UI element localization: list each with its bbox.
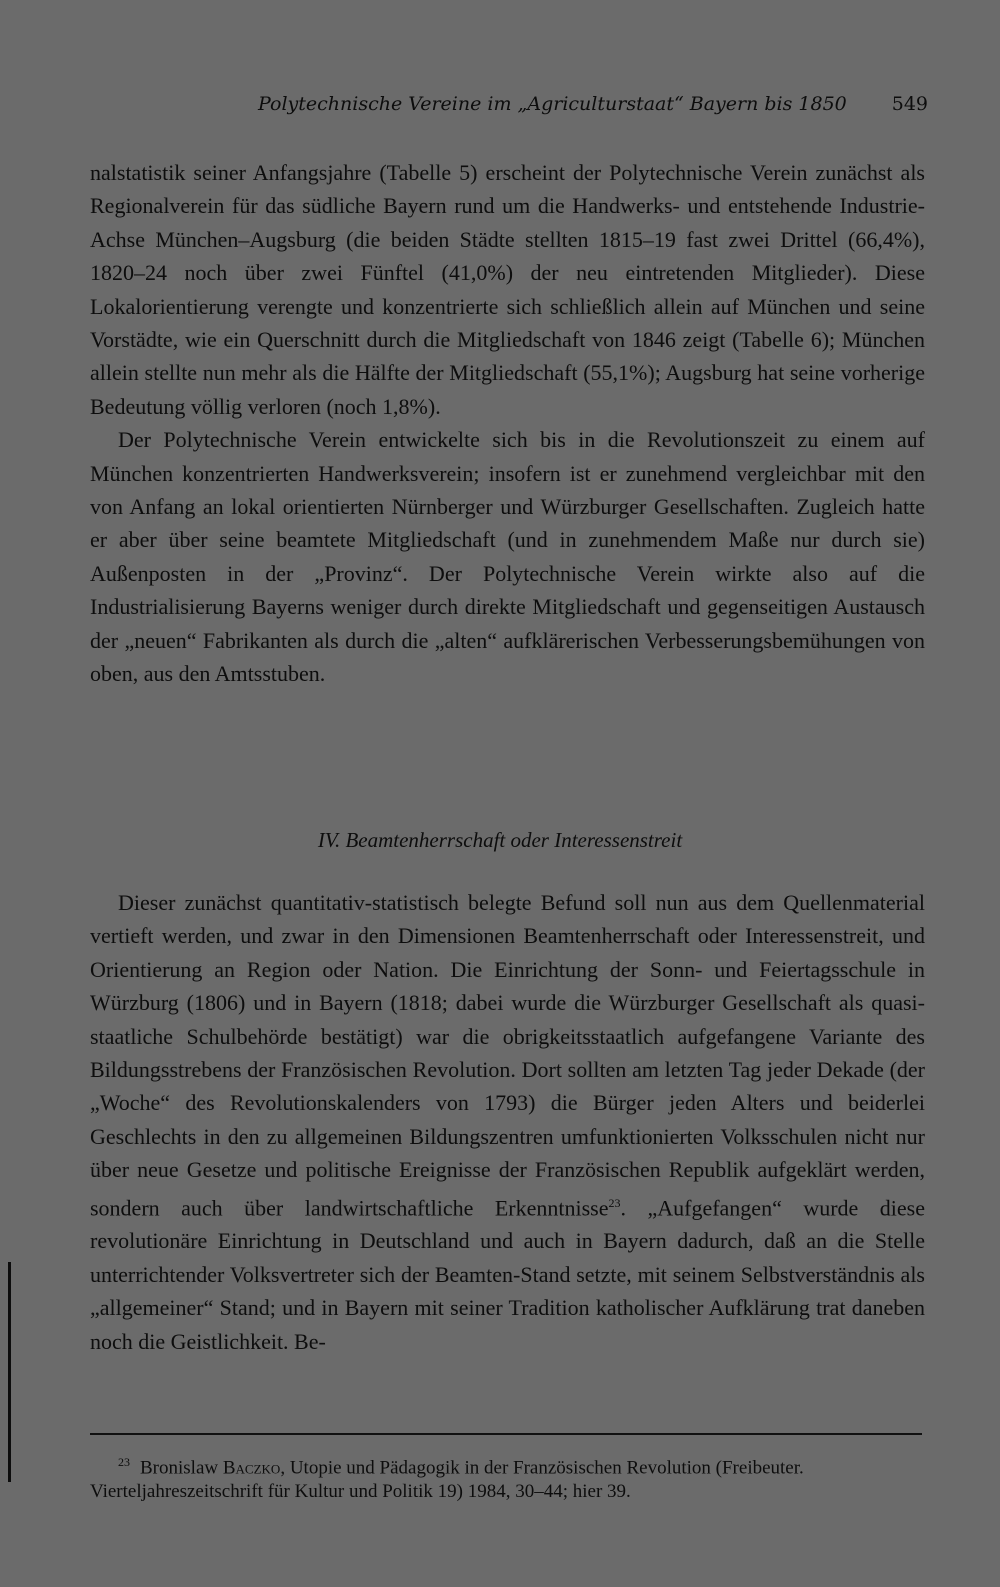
footnote-divider xyxy=(90,1433,922,1435)
running-head xyxy=(90,93,928,123)
footnote-number: 23 xyxy=(118,1455,130,1469)
footnote-text: , Utopie und Pädagogik in der Französischen Revolution (Freibeuter. Vierteljahreszeitschrift für Kultur und Politik 19) 1984, 30–44; hier 39. xyxy=(90,1457,804,1503)
paragraph xyxy=(90,886,925,1358)
paragraph: Der Polytechnische Verein entwickelte sich bis in die Revolutionszeit zu einem auf München konzentrierten Handwerksverein; insofern ist er zunehmend vergleichbar mit den von Anfang an lokal orientierten Nürnberger und Würzburger Gesellschaften. Zugleich hatte er aber über seine beamtete Mitgliedschaft (und in zunehmendem Maße nur durch sie) Außenposten in der „Provinz“. Der Polytechnische Verein wirkte also auf die Industrialisierung Bayerns weniger durch direkte Mitgliedschaft und gegenseitigen Austausch der „neuen“ Fabrikanten als durch die „alten“ aufklärerischen Verbesserungsbemühungen von oben, aus den Amtsstuben. xyxy=(90,427,925,687)
footnote-author-first: Bronislaw xyxy=(140,1457,219,1479)
paragraph: nalstatistik seiner Anfangsjahre (Tabelle 5) erscheint der Polytechnische Verein zunächst als Regionalverein für das südliche Bayern rund um die Handwerks- und entstehende Industrie-Achse München–Augsburg (die beiden Städte stellten 1815–19 fast zwei Drittel (66,4%), 1820–24 noch über zwei Fünftel (41,0%) der neu eintretenden Mitglieder). Diese Lokalorientierung verengte und konzentrierte sich schließlich allein auf München und seine Vorstädte, wie ein Querschnitt durch die Mitgliedschaft von 1846 zeigt (Tabelle 6); München allein stellte nun mehr als die Hälfte der Mitgliedschaft (55,1%); Augsburg hat seine vorherige Bedeutung völlig verloren (noch 1,8%). xyxy=(90,160,925,419)
footnote-author-last: Baczko xyxy=(222,1457,281,1479)
paragraph-text: Dieser zunächst quantitativ-statistisch belegte Befund soll nun aus dem Quellenmaterial vertieft werden, und zwar in den Dimensionen Beamtenherrschaft oder Interessenstreit, und Orientierung an Region oder Nation. Die Einrichtung der Sonn- und Feiertagsschule in Würzburg (1806) und in Bayern (1818; dabei wurde die Würzburger Gesellschaft als quasi-staatliche Schulbehörde bestätigt) war die obrigkeitsstaatlich aufgefangene Variante des Bildungsstrebens der Französischen Revolution. Dort sollten am letzten Tag jeder Dekade (der „Woche“ des Revolutionskalenders von 1793) die Bürger jeden Alters und beiderlei Geschlechts in den zu allgemeinen Bildungszentren umfunktionierten Volksschulen nicht nur über neue Gesetze und politische Ereignisse der Französischen Republik aufgeklärt werden, sondern auch über landwirtschaftliche Erkenntnisse xyxy=(90,890,925,1220)
footnote-reference[interactable]: 23 xyxy=(608,1195,621,1210)
body-text-top xyxy=(90,156,925,691)
section-heading: IV. Beamtenherrschaft oder Interessenstreit xyxy=(317,828,683,852)
running-title: Polytechnische Vereine im „Agriculturstaat“ Bayern bis 1850 xyxy=(258,93,847,115)
body-text-bottom xyxy=(90,886,925,1358)
scan-margin-mark xyxy=(8,1262,11,1482)
paragraph-text: . „Aufgefangen“ wurde diese revolutionäre Einrichtung in Deutschland und auch in Bayern dadurch, daß an die Stelle unterrichtender Volksvertreter sich der Beamten-Stand setzte, mit seinem Selbstverständnis als „allgemeiner“ Stand; und in Bayern mit seiner Tradition katholischer Aufklärung trat daneben noch die Geistlichkeit. Be- xyxy=(90,1194,926,1354)
page-number: 549 xyxy=(891,93,928,115)
footnote xyxy=(90,1450,925,1504)
